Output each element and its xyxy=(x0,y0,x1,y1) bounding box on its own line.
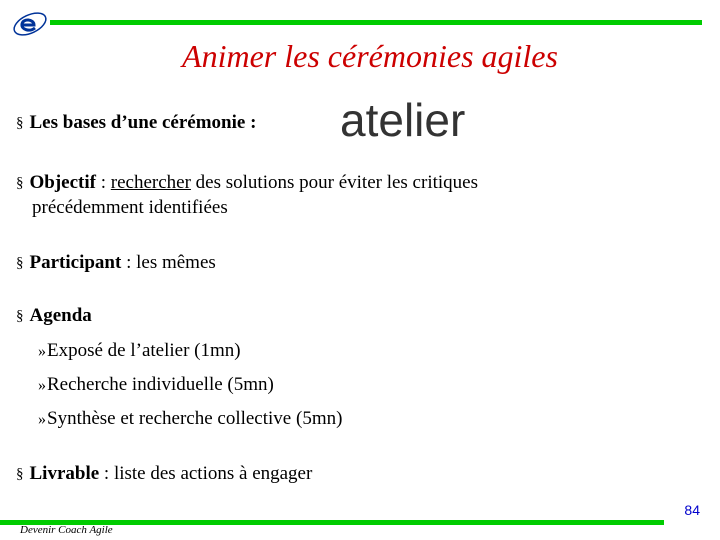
agenda-label: Agenda xyxy=(29,305,92,326)
objectif-label: Objectif xyxy=(29,172,96,193)
livrable-bullet xyxy=(16,462,312,487)
atelier-keyword: atelier xyxy=(340,94,466,146)
agenda-item-text: Exposé de l’atelier (1mn) xyxy=(47,340,241,361)
objectif-text: des solutions pour éviter les critiques xyxy=(190,172,478,193)
slide-title: Animer les cérémonies agiles xyxy=(182,38,558,74)
agenda-item xyxy=(38,407,342,432)
livrable-label: Livrable xyxy=(29,463,100,484)
sub-bullet-marker: » xyxy=(38,343,46,360)
agenda-bullet xyxy=(16,304,92,329)
objectif-bullet xyxy=(16,171,478,220)
objectif-verb: rechercher xyxy=(110,172,191,193)
footer-text: Devenir Coach Agile xyxy=(20,524,113,536)
bullet-marker: § xyxy=(16,255,24,271)
agenda-item-text: Recherche individuelle (5mn) xyxy=(47,374,274,395)
participant-text: : les mêmes xyxy=(121,252,216,273)
bullet-marker: § xyxy=(16,175,24,191)
intro-label: Les bases d’une cérémonie : xyxy=(29,112,257,133)
sub-bullet-marker: » xyxy=(38,377,46,394)
agenda-item xyxy=(38,339,241,364)
agenda-item xyxy=(38,373,274,398)
objectif-sep: : xyxy=(95,172,111,193)
livrable-text: : liste des actions à engager xyxy=(99,463,313,484)
participant-bullet xyxy=(16,251,216,276)
bullet-marker: § xyxy=(16,466,24,482)
intro-bullet xyxy=(16,111,256,136)
bullet-marker: § xyxy=(16,115,24,131)
top-divider xyxy=(50,20,702,25)
page-number: 84 xyxy=(684,502,700,518)
objectif-text-line2: précédemment identifiées xyxy=(32,197,228,218)
participant-label: Participant xyxy=(29,252,122,273)
bullet-marker: § xyxy=(16,308,24,324)
agenda-item-text: Synthèse et recherche collective (5mn) xyxy=(47,408,343,429)
sub-bullet-marker: » xyxy=(38,411,46,428)
